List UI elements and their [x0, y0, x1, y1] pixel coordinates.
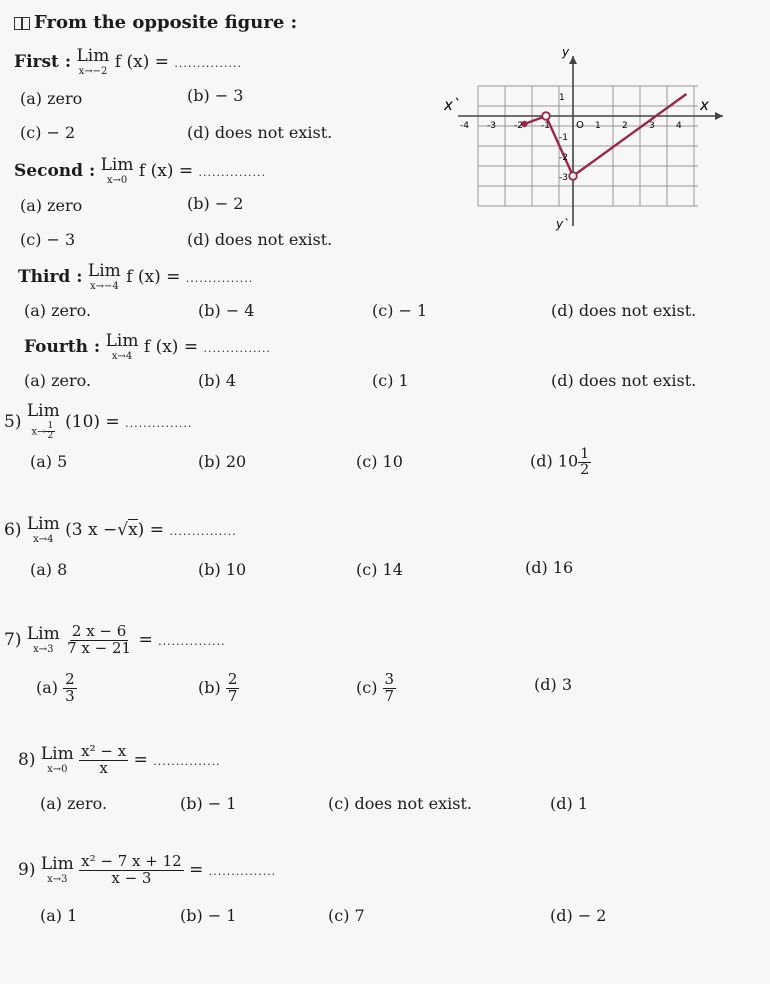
y-axis-label: y [562, 45, 570, 59]
question-third [18, 263, 253, 292]
option-a[interactable]: (a) $\frac{2}{3}$ [36, 670, 75, 705]
option-a[interactable]: (a) 8 [30, 560, 68, 579]
expression: (10) = [65, 411, 120, 432]
option-b[interactable]: (b) 10 [198, 560, 247, 579]
limit: Lim x→−2 [76, 46, 110, 77]
question-second [14, 157, 266, 186]
answer-blank: ............... [125, 416, 193, 430]
x-tick-label: 4 [676, 121, 682, 131]
answer-blank: ............... [198, 166, 266, 179]
header [14, 12, 297, 33]
answer-blank: ............... [208, 864, 277, 878]
option-d[interactable]: (d) − 2 [550, 906, 607, 925]
expression: f (x) = [114, 52, 169, 72]
option-d[interactable]: (d) 10 $\frac{1}{2}$ [530, 446, 590, 478]
option-d[interactable]: (d) does not exist. [551, 371, 697, 390]
question-label: Second : [14, 161, 96, 181]
expression: f (x) = [126, 267, 181, 287]
x-tick-label: -4 [460, 121, 469, 131]
header-title: From the opposite figure : [34, 12, 298, 33]
y-neg-axis-label: y` [556, 217, 570, 231]
origin-label: O [576, 120, 584, 131]
option-b[interactable]: (b) − 1 [180, 906, 237, 925]
question-5 [4, 403, 193, 442]
fraction: $\frac{\text{x² − x}}{x}$ [81, 742, 127, 777]
y-tick-label: 1 [559, 93, 565, 103]
x-tick-label: -1 [541, 121, 550, 131]
fraction: $\frac{2 x - 6}{7 x - 21}$ [67, 622, 132, 657]
limit: Lim x→4 [105, 331, 139, 362]
option-c[interactable]: (c) $\frac{3}{7}$ [356, 670, 395, 705]
option-d[interactable]: (d) does not exist. [187, 123, 333, 142]
option-d[interactable]: (d) does not exist. [551, 301, 697, 320]
question-number: 7) [4, 629, 22, 650]
option-d[interactable]: (d) 3 [534, 675, 572, 694]
option-c[interactable]: (c) 7 [328, 906, 365, 925]
option-b[interactable]: (b) − 3 [187, 86, 244, 105]
book-icon [14, 17, 30, 30]
question-7 [4, 624, 226, 657]
y-tick-label: -1 [559, 133, 568, 143]
option-a[interactable]: (a) zero. [24, 371, 92, 390]
answer-blank: ............... [153, 754, 221, 768]
option-b[interactable]: (b) 20 [198, 452, 247, 471]
expression: f (x) = [138, 161, 194, 181]
limit: Lim x→0 [100, 155, 134, 186]
answer-blank: ............... [185, 272, 254, 285]
question-label: Fourth : [24, 337, 101, 357]
option-b[interactable]: (b) 4 [198, 371, 236, 390]
x-neg-axis-label: x` [444, 96, 461, 114]
y-tick-label: -3 [559, 173, 568, 183]
equals-sign: = [189, 859, 204, 880]
expression: f (x) = [143, 337, 199, 357]
question-label: Third : [18, 267, 83, 287]
answer-blank: ............... [169, 525, 237, 538]
fraction: $\frac{\text{x² − 7 x + 12}}{x - 3}$ [81, 852, 182, 887]
question-number: 6) [4, 520, 22, 540]
option-d[interactable]: (d) does not exist. [187, 230, 333, 249]
open-endpoint [569, 172, 577, 180]
option-a[interactable]: (a) 1 [40, 906, 78, 925]
x-tick-label: -2 [514, 121, 523, 131]
limit: Lim x→−4 [87, 261, 121, 292]
limit: Lim x→3 [26, 623, 60, 655]
option-c[interactable]: (c) does not exist. [328, 794, 472, 813]
limit: Lim x→0 [40, 743, 74, 775]
answer-blank: ............... [158, 634, 226, 648]
question-number: 8) [18, 749, 36, 770]
option-a[interactable]: (a) zero [20, 89, 83, 108]
limit: Lim x→ $\frac{1}{2}$ [26, 401, 60, 442]
option-c[interactable]: (c) − 3 [20, 230, 76, 249]
answer-blank: ............... [174, 57, 242, 70]
x-axis-arrow-icon [715, 112, 723, 120]
y-tick-label: -2 [559, 153, 568, 163]
x-tick-label: 3 [649, 121, 655, 131]
option-d[interactable]: (d) 16 [525, 558, 574, 577]
option-b[interactable]: (b) − 1 [180, 794, 237, 813]
option-b[interactable]: (b) $\frac{2}{7}$ [198, 670, 238, 705]
question-9 [18, 854, 276, 887]
option-c[interactable]: (c) 10 [356, 452, 403, 471]
option-a[interactable]: (a) zero. [40, 794, 108, 813]
expression: (3 x −√x) = [65, 520, 164, 540]
question-label: First : [14, 52, 72, 72]
limit: Lim x→4 [26, 514, 60, 545]
question-8 [18, 744, 221, 777]
option-a[interactable]: (a) zero. [24, 301, 92, 320]
x-tick-label: -3 [487, 121, 496, 131]
x-tick-label: 2 [622, 121, 628, 131]
option-c[interactable]: (c) − 1 [372, 301, 428, 320]
limit: Lim x→3 [40, 853, 74, 885]
option-a[interactable]: (a) zero [20, 196, 83, 215]
question-first [14, 48, 242, 77]
function-graph [438, 44, 738, 234]
option-c[interactable]: (c) 14 [356, 560, 403, 579]
option-c[interactable]: (c) 1 [372, 371, 409, 390]
question-number: 5) [4, 411, 22, 432]
option-c[interactable]: (c) − 2 [20, 123, 76, 142]
y-axis-arrow-icon [569, 56, 577, 64]
equals-sign: = [138, 629, 153, 650]
grid [478, 86, 698, 206]
x-axis-label: x [700, 96, 709, 114]
question-number: 9) [18, 859, 36, 880]
answer-blank: ............... [203, 342, 271, 355]
x-tick-label: 1 [595, 121, 601, 131]
option-b[interactable]: (b) − 4 [198, 301, 255, 320]
equals-sign: = [133, 749, 148, 770]
option-b[interactable]: (b) − 2 [187, 194, 244, 213]
question-6 [4, 516, 237, 545]
open-endpoint [542, 112, 550, 120]
option-a[interactable]: (a) 5 [30, 452, 68, 471]
question-fourth [24, 333, 271, 362]
option-d[interactable]: (d) 1 [550, 794, 588, 813]
